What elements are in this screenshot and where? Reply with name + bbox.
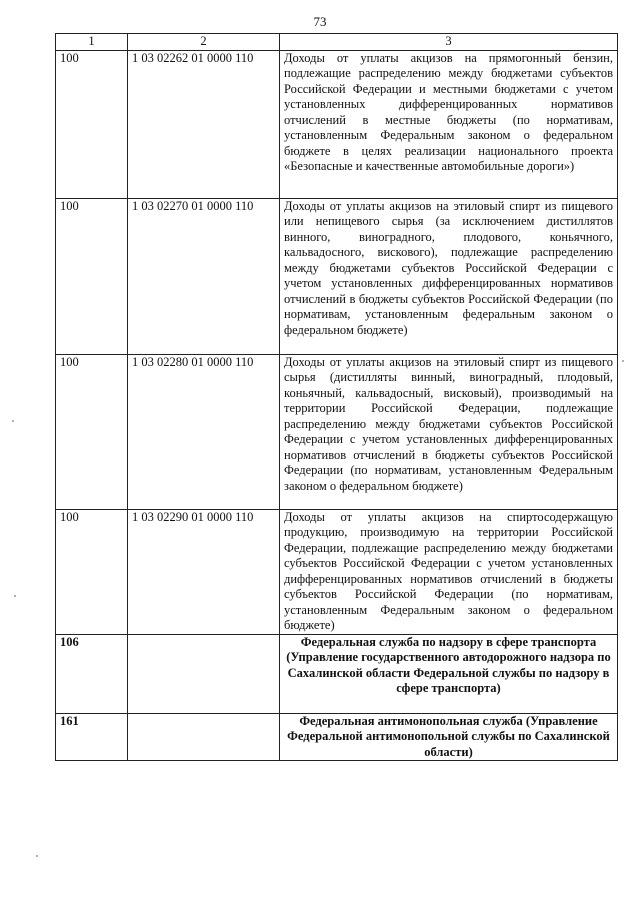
empty-code-cell — [128, 713, 280, 761]
table-row — [56, 198, 618, 354]
administrator-name: Федеральная служба по надзору в сфере транспорта (Управление государственного автодорожного надзора по Сахалинской области Федеральной службы по надзору в сфере транспорта) — [280, 634, 618, 713]
administrator-code: 161 — [56, 713, 128, 761]
table-row — [56, 50, 618, 198]
table-row — [56, 509, 618, 634]
section-row — [56, 634, 618, 713]
budget-classification-code: 1 03 02262 01 0000 110 — [128, 50, 280, 198]
revenue-description: Доходы от уплаты акцизов на спиртосодержащую продукцию, производимую на территории Российской Федерации, подлежащие распределению между бюджетами субъектов Российской Федерации с учетом установленных дифференцированных нормативов отчислений в бюджеты субъектов Российской Федерации (по нормативам, установленным Федеральным законом о федеральном бюджете) — [280, 509, 618, 634]
scan-speck — [12, 420, 14, 422]
revenue-description: Доходы от уплаты акцизов на этиловый спирт из пищевого или непищевого сырья (за исключением дистиллятов винного, виноградного, плодового, коньячного, кальвадосного, вискового), подлежащие распределению между бюджетами субъектов Российской Федерации с учетом установленных дифференцированных нормативов отчислений в бюджеты субъектов Российской Федерации (по нормативам, установленным федеральным законом о федеральном бюджете) — [280, 198, 618, 354]
page-number: 73 — [313, 14, 327, 29]
column-header-1: 1 — [56, 34, 128, 51]
scan-speck — [36, 855, 38, 857]
administrator-name: Федеральная антимонопольная служба (Управление Федеральной антимонопольной службы по Сахалинской области) — [280, 713, 618, 761]
empty-code-cell — [128, 634, 280, 713]
administrator-code: 100 — [56, 198, 128, 354]
scan-speck — [622, 360, 624, 362]
section-row — [56, 713, 618, 761]
administrator-code: 106 — [56, 634, 128, 713]
administrator-code: 100 — [56, 354, 128, 509]
budget-classification-code: 1 03 02290 01 0000 110 — [128, 509, 280, 634]
budget-classification-code: 1 03 02270 01 0000 110 — [128, 198, 280, 354]
budget-classification-code: 1 03 02280 01 0000 110 — [128, 354, 280, 509]
revenue-description: Доходы от уплаты акцизов на этиловый спирт из пищевого сырья (дистилляты винный, виноградный, плодовый, коньячный, кальвадосный, висковый), производимый на территории Российской Федерации, подлежащие распределению между бюджетами субъектов Российской Федерации с учетом установленных дифференцированных нормативов отчислений в бюджеты субъектов Российской Федерации (по нормативам, установленным Федеральным законом о федеральном бюджете) — [280, 354, 618, 509]
administrator-code: 100 — [56, 509, 128, 634]
column-header-3: 3 — [280, 34, 618, 51]
column-header-2: 2 — [128, 34, 280, 51]
scan-speck — [14, 595, 16, 597]
table-header-row — [56, 34, 618, 51]
table-row — [56, 354, 618, 509]
administrator-code: 100 — [56, 50, 128, 198]
revenue-description: Доходы от уплаты акцизов на прямогонный бензин, подлежащие распределению между бюджетами субъектов Российской Федерации и местными бюджетами с учетом установленных дифференцированных нормативов отчислений в местные бюджеты (по нормативам, установленным Федеральным законом о федеральном бюджете в целях реализации национального проекта «Безопасные и качественные автомобильные дороги») — [280, 50, 618, 198]
revenue-classification-table — [55, 33, 618, 761]
